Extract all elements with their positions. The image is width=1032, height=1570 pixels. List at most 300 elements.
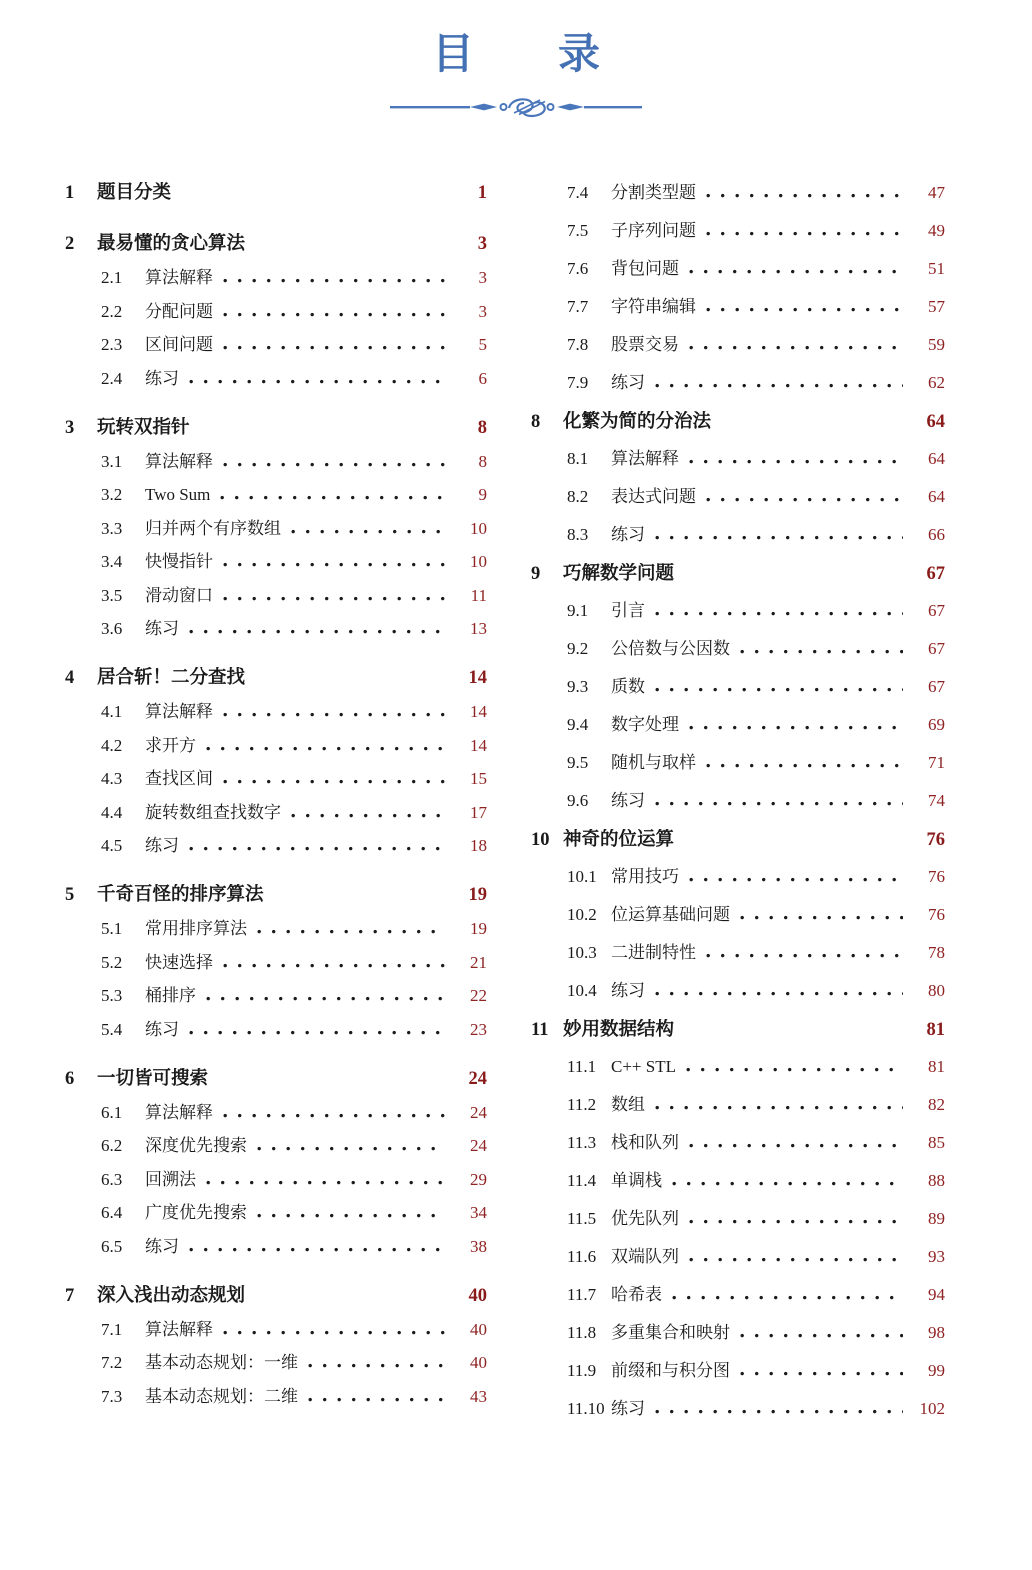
chapter-number: 2 — [65, 234, 75, 254]
section-page-number: 15 — [470, 769, 487, 788]
section-title: 双端队列 — [611, 1247, 679, 1266]
dot-leader — [740, 1362, 903, 1376]
toc-section-entry[interactable] — [531, 182, 945, 203]
section-title: 数组 — [611, 1095, 645, 1114]
section-page-number: 78 — [928, 943, 945, 962]
chapter-number: 1 — [65, 183, 75, 203]
section-page-number: 24 — [470, 1136, 487, 1155]
section-number: 4.2 — [101, 735, 123, 755]
toc-section-entry[interactable] — [65, 802, 487, 823]
section-page-number: 43 — [470, 1386, 487, 1406]
section-title: 分割类型题 — [611, 183, 696, 202]
chapter-page-number: 64 — [926, 412, 945, 432]
chapter-number: 5 — [65, 885, 75, 905]
section-title: 常用排序算法 — [145, 919, 247, 938]
section-title: 练习 — [611, 1399, 645, 1418]
dot-leader — [206, 987, 445, 1001]
dot-leader — [706, 184, 903, 198]
section-title: 滑动窗口 — [145, 585, 213, 605]
section-page-number: 81 — [928, 1057, 945, 1076]
toc-section-entry[interactable] — [65, 835, 487, 856]
chapter-title: 题目分类 — [97, 183, 172, 203]
dot-leader — [291, 804, 445, 818]
toc-section-entry[interactable] — [531, 372, 945, 393]
section-number: 5.4 — [101, 1019, 123, 1039]
toc-chapter-entry[interactable] — [65, 417, 487, 440]
section-number: 11.7 — [567, 1285, 597, 1304]
section-page-number: 8 — [478, 451, 487, 471]
section-page-number: 6 — [478, 368, 487, 388]
section-number: 3.5 — [101, 585, 123, 605]
dot-leader — [740, 1324, 903, 1338]
section-title: 深度优先搜索 — [145, 1136, 247, 1155]
dot-leader — [206, 737, 445, 751]
dot-leader — [223, 587, 445, 601]
section-title: 旋转数组查找数字 — [145, 802, 281, 822]
toc-chapter-block — [531, 563, 945, 811]
section-page-number: 93 — [928, 1247, 945, 1266]
section-page-number: 71 — [928, 753, 945, 772]
section-number: 11.3 — [567, 1133, 597, 1152]
dot-leader — [223, 1104, 445, 1118]
toc-section-entry[interactable] — [531, 1284, 945, 1305]
section-title: 区间问题 — [145, 335, 213, 354]
dot-leader — [189, 620, 445, 634]
dot-leader — [223, 954, 445, 968]
toc-section-entry[interactable] — [65, 1169, 487, 1190]
section-title: 快速选择 — [145, 952, 213, 972]
section-page-number: 23 — [470, 1019, 487, 1039]
toc-section-entry[interactable] — [531, 676, 945, 697]
chapter-number: 10 — [531, 830, 550, 850]
toc-column-right — [531, 182, 945, 1436]
toc-chapter-block — [531, 411, 945, 545]
toc-section-entry[interactable] — [65, 1102, 487, 1123]
section-title: C++ STL — [611, 1057, 676, 1076]
toc-section-entry[interactable] — [531, 1170, 945, 1191]
section-title: 快慢指针 — [145, 552, 213, 571]
section-title: 分配问题 — [145, 301, 213, 321]
chapter-title: 巧解数学问题 — [563, 564, 675, 584]
toc-section-entry[interactable] — [531, 1398, 945, 1419]
section-page-number: 3 — [478, 268, 487, 287]
toc-section-entry[interactable] — [65, 368, 487, 389]
toc-chapter-entry[interactable] — [65, 182, 487, 205]
toc-section-entry[interactable] — [531, 486, 945, 507]
dot-leader — [706, 754, 903, 768]
section-number: 10.3 — [567, 943, 597, 962]
section-page-number: 85 — [928, 1133, 945, 1152]
toc-section-entry[interactable] — [531, 714, 945, 735]
section-title: 练习 — [145, 619, 179, 638]
section-number: 8.1 — [567, 449, 589, 468]
section-page-number: 22 — [470, 986, 487, 1005]
section-page-number: 40 — [470, 1353, 487, 1372]
chapter-page-number: 76 — [926, 830, 945, 850]
section-page-number: 38 — [470, 1236, 487, 1256]
section-title: 练习 — [145, 368, 179, 388]
section-title: 前缀和与积分图 — [611, 1361, 730, 1380]
section-title: 常用技巧 — [611, 867, 679, 886]
toc-section-entry[interactable] — [531, 1132, 945, 1153]
section-number: 11.2 — [567, 1095, 597, 1114]
section-number: 3.2 — [101, 485, 123, 504]
section-number: 3.1 — [101, 451, 123, 471]
toc-section-entry[interactable] — [531, 980, 945, 1001]
toc-section-entry[interactable] — [531, 1322, 945, 1343]
chapter-number: 4 — [65, 668, 75, 688]
toc-chapter-block — [531, 1019, 945, 1419]
section-number: 7.1 — [101, 1319, 123, 1339]
section-number: 4.3 — [101, 769, 123, 788]
section-number: 10.1 — [567, 867, 597, 886]
section-title: 练习 — [145, 1236, 179, 1256]
section-title: 背包问题 — [611, 259, 679, 278]
toc-section-entry[interactable] — [531, 1246, 945, 1267]
chapter-page-number: 19 — [468, 885, 487, 905]
dot-leader — [291, 520, 445, 534]
section-page-number: 67 — [928, 601, 945, 620]
dot-leader — [672, 1286, 903, 1300]
section-page-number: 74 — [928, 791, 945, 810]
section-page-number: 40 — [470, 1319, 487, 1339]
section-number: 9.2 — [567, 639, 589, 658]
toc-section-entry[interactable] — [65, 1135, 487, 1156]
chapter-number: 3 — [65, 417, 75, 438]
chapter-page-number: 67 — [926, 564, 945, 584]
toc-section-entry[interactable] — [531, 904, 945, 925]
section-title: 回溯法 — [145, 1169, 196, 1189]
toc-section-entry[interactable] — [65, 1386, 487, 1407]
section-title: 练习 — [611, 525, 645, 544]
dot-leader — [257, 920, 445, 934]
toc-section-entry[interactable] — [531, 448, 945, 469]
section-page-number: 5 — [478, 335, 487, 354]
section-page-number: 14 — [470, 735, 487, 755]
toc-chapter-block — [65, 182, 487, 205]
dot-leader — [223, 770, 445, 784]
dot-leader — [223, 303, 445, 317]
dot-leader — [689, 450, 903, 464]
chapter-page-number: 3 — [477, 234, 487, 254]
chapter-number: 8 — [531, 412, 541, 432]
section-number: 11.10 — [567, 1399, 605, 1418]
section-title: 练习 — [611, 981, 645, 1000]
section-title: 引言 — [611, 601, 645, 620]
dot-leader — [308, 1388, 445, 1402]
dot-leader — [706, 488, 903, 502]
toc-chapter-entry[interactable] — [531, 829, 945, 852]
toc-chapter-entry[interactable] — [65, 884, 487, 907]
toc-section-entry[interactable] — [531, 220, 945, 241]
toc-chapter-entry[interactable] — [65, 667, 487, 690]
toc-column-left — [65, 182, 487, 1419]
section-title: 桶排序 — [145, 986, 196, 1005]
section-page-number: 76 — [928, 867, 945, 886]
section-page-number: 66 — [928, 525, 945, 544]
section-page-number: 13 — [470, 619, 487, 638]
section-number: 7.3 — [101, 1386, 123, 1406]
section-title: 算法解释 — [145, 268, 213, 287]
section-number: 11.1 — [567, 1057, 597, 1076]
section-number: 11.9 — [567, 1361, 597, 1380]
toc-chapter-entry[interactable] — [531, 1019, 945, 1042]
toc-section-entry[interactable] — [65, 1352, 487, 1373]
section-title: 基本动态规划：一维 — [145, 1353, 298, 1372]
section-page-number: 49 — [928, 221, 945, 240]
toc-section-entry[interactable] — [531, 752, 945, 773]
section-page-number: 21 — [470, 952, 487, 972]
toc-section-entry[interactable] — [531, 334, 945, 355]
dot-leader — [223, 553, 445, 567]
dot-leader — [257, 1137, 445, 1151]
toc-chapter-entry[interactable] — [65, 233, 487, 256]
section-title: 练习 — [611, 791, 645, 810]
chapter-page-number: 1 — [477, 183, 487, 203]
section-number: 4.5 — [101, 836, 123, 855]
section-number: 6.1 — [101, 1102, 123, 1122]
dot-leader — [689, 1248, 903, 1262]
section-title: 单调栈 — [611, 1171, 662, 1190]
section-title: 算法解释 — [611, 449, 679, 468]
section-number: 11.4 — [567, 1171, 597, 1190]
dot-leader — [706, 944, 903, 958]
toc-section-entry[interactable] — [65, 301, 487, 322]
toc-section-entry[interactable] — [531, 790, 945, 811]
section-title: 表达式问题 — [611, 487, 696, 506]
section-number: 7.6 — [567, 259, 589, 278]
toc-section-entry[interactable] — [65, 985, 487, 1006]
title-divider — [0, 94, 1032, 120]
dot-leader — [189, 1238, 445, 1252]
section-title: 子序列问题 — [611, 221, 696, 240]
dot-leader — [706, 298, 903, 312]
toc-section-entry[interactable] — [65, 334, 487, 355]
section-page-number: 64 — [928, 487, 945, 506]
dot-leader — [655, 526, 903, 540]
section-title: 算法解释 — [145, 1102, 213, 1122]
toc-section-entry[interactable] — [65, 918, 487, 939]
dot-leader — [655, 678, 903, 692]
toc-section-entry[interactable] — [531, 1208, 945, 1229]
section-number: 9.3 — [567, 677, 589, 696]
dot-leader — [689, 336, 903, 350]
dot-leader — [655, 602, 903, 616]
section-page-number: 89 — [928, 1209, 945, 1228]
toc-chapter-block — [65, 1068, 487, 1257]
section-number: 2.4 — [101, 368, 123, 388]
section-title: 广度优先搜索 — [145, 1203, 247, 1222]
section-title: 练习 — [611, 373, 645, 392]
section-title: 多重集合和映射 — [611, 1323, 730, 1342]
section-title: 位运算基础问题 — [611, 905, 730, 924]
dot-leader — [220, 486, 445, 500]
dot-leader — [655, 374, 903, 388]
chapter-number: 9 — [531, 564, 541, 584]
dot-leader — [689, 716, 903, 730]
toc-section-entry[interactable] — [531, 524, 945, 545]
section-number: 3.6 — [101, 619, 123, 638]
toc-section-entry[interactable] — [65, 484, 487, 505]
section-page-number: 88 — [928, 1171, 945, 1190]
section-number: 5.3 — [101, 986, 123, 1005]
toc-chapter-block — [531, 829, 945, 1001]
chapter-title: 居合斩！二分查找 — [97, 668, 246, 688]
toc-chapter-block — [65, 884, 487, 1040]
dot-leader — [308, 1354, 445, 1368]
dot-leader — [740, 640, 903, 654]
toc-section-entry[interactable] — [531, 1094, 945, 1115]
section-number: 9.5 — [567, 753, 589, 772]
section-page-number: 18 — [470, 836, 487, 855]
section-number: 7.4 — [567, 183, 589, 202]
toc-section-entry[interactable] — [65, 1019, 487, 1040]
toc-section-entry[interactable] — [65, 267, 487, 288]
toc-section-entry[interactable] — [65, 768, 487, 789]
section-page-number: 64 — [928, 449, 945, 468]
dot-leader — [189, 370, 445, 384]
toc-section-entry[interactable] — [65, 451, 487, 472]
toc-section-entry[interactable] — [531, 1360, 945, 1381]
chapter-title: 最易懂的贪心算法 — [97, 234, 246, 254]
section-number: 6.5 — [101, 1236, 123, 1256]
section-page-number: 14 — [470, 702, 487, 721]
chapter-page-number: 14 — [468, 668, 487, 688]
section-number: 11.6 — [567, 1247, 597, 1266]
chapter-number: 6 — [65, 1068, 75, 1089]
section-page-number: 102 — [919, 1399, 945, 1418]
dot-leader — [689, 1210, 903, 1224]
dot-leader — [689, 1134, 903, 1148]
toc-section-entry[interactable] — [65, 618, 487, 639]
section-title: 算法解释 — [145, 1319, 213, 1339]
section-number: 5.2 — [101, 952, 123, 972]
section-number: 8.2 — [567, 487, 589, 506]
toc-chapter-entry[interactable] — [65, 1068, 487, 1091]
section-number: 6.3 — [101, 1169, 123, 1189]
chapter-title: 化繁为简的分治法 — [563, 412, 712, 432]
toc-section-entry[interactable] — [65, 585, 487, 606]
dot-leader — [689, 868, 903, 882]
section-page-number: 29 — [470, 1169, 487, 1189]
dot-leader — [189, 837, 445, 851]
chapter-title: 深入浅出动态规划 — [97, 1285, 246, 1306]
section-number: 9.1 — [567, 601, 589, 620]
section-title: 字符串编辑 — [611, 297, 696, 316]
dot-leader — [223, 1321, 445, 1335]
toc-chapter-entry[interactable] — [65, 1285, 487, 1308]
dot-leader — [223, 269, 445, 283]
section-page-number: 24 — [470, 1102, 487, 1122]
section-number: 7.9 — [567, 373, 589, 392]
section-title: 二进制特性 — [611, 943, 696, 962]
section-title: 优先队列 — [611, 1209, 679, 1228]
section-page-number: 76 — [928, 905, 945, 924]
toc-section-entry[interactable] — [531, 600, 945, 621]
section-page-number: 62 — [928, 373, 945, 392]
section-number: 7.2 — [101, 1353, 123, 1372]
toc-chapter-block — [65, 233, 487, 389]
toc-section-entry[interactable] — [531, 638, 945, 659]
section-page-number: 57 — [928, 297, 945, 316]
dot-leader — [223, 453, 445, 467]
section-number: 9.4 — [567, 715, 589, 734]
toc-section-entry[interactable] — [531, 866, 945, 887]
section-title: 公倍数与公因数 — [611, 639, 730, 658]
toc-chapter-block — [65, 667, 487, 856]
section-number: 6.4 — [101, 1203, 123, 1222]
dot-leader — [206, 1171, 445, 1185]
toc-section-entry[interactable] — [65, 701, 487, 722]
section-number: 11.5 — [567, 1209, 597, 1228]
toc-section-entry[interactable] — [65, 518, 487, 539]
dot-leader — [706, 222, 903, 236]
section-page-number: 80 — [928, 981, 945, 1000]
dot-leader — [689, 260, 903, 274]
section-number: 8.3 — [567, 525, 589, 544]
section-number: 3.4 — [101, 552, 123, 571]
dot-leader — [189, 1021, 445, 1035]
section-page-number: 11 — [470, 585, 487, 605]
section-number: 7.8 — [567, 335, 589, 354]
section-page-number: 9 — [478, 485, 487, 504]
chapter-title: 妙用数据结构 — [563, 1020, 675, 1040]
section-page-number: 82 — [928, 1095, 945, 1114]
section-page-number: 67 — [928, 639, 945, 658]
toc-section-entry[interactable] — [65, 1236, 487, 1257]
section-page-number: 17 — [470, 802, 487, 822]
section-page-number: 94 — [928, 1285, 945, 1304]
section-title: 股票交易 — [611, 335, 679, 354]
chapter-page-number: 8 — [477, 417, 487, 438]
section-page-number: 19 — [470, 919, 487, 938]
toc-chapter-entry[interactable] — [531, 563, 945, 586]
section-number: 2.1 — [101, 268, 123, 287]
toc-section-entry[interactable] — [531, 942, 945, 963]
chapter-number: 7 — [65, 1285, 75, 1306]
section-page-number: 59 — [928, 335, 945, 354]
section-number: 7.7 — [567, 297, 589, 316]
toc-section-entry[interactable] — [65, 1202, 487, 1223]
chapter-page-number: 40 — [468, 1285, 487, 1306]
toc-section-entry[interactable] — [65, 735, 487, 756]
toc-section-entry[interactable] — [531, 258, 945, 279]
toc-chapter-entry[interactable] — [531, 411, 945, 434]
toc-section-entry[interactable] — [65, 551, 487, 572]
section-number: 7.5 — [567, 221, 589, 240]
toc-section-entry[interactable] — [65, 952, 487, 973]
section-title: 练习 — [145, 836, 179, 855]
section-title: 栈和队列 — [611, 1133, 679, 1152]
section-title: 归并两个有序数组 — [145, 518, 281, 538]
section-page-number: 10 — [470, 518, 487, 538]
toc-section-entry[interactable] — [531, 1056, 945, 1077]
dot-leader — [655, 982, 903, 996]
section-page-number: 3 — [478, 301, 487, 321]
toc-section-entry[interactable] — [65, 1319, 487, 1340]
section-number: 6.2 — [101, 1136, 123, 1155]
chapter-title: 神奇的位运算 — [563, 830, 675, 850]
section-number: 9.6 — [567, 791, 589, 810]
section-page-number: 10 — [470, 552, 487, 571]
toc-section-entry[interactable] — [531, 296, 945, 317]
dot-leader — [686, 1058, 903, 1072]
section-page-number: 34 — [470, 1203, 487, 1222]
section-number: 4.1 — [101, 702, 123, 721]
section-title: 查找区间 — [145, 769, 213, 788]
page-title: 目 录 — [431, 32, 600, 78]
section-number: 3.3 — [101, 518, 123, 538]
